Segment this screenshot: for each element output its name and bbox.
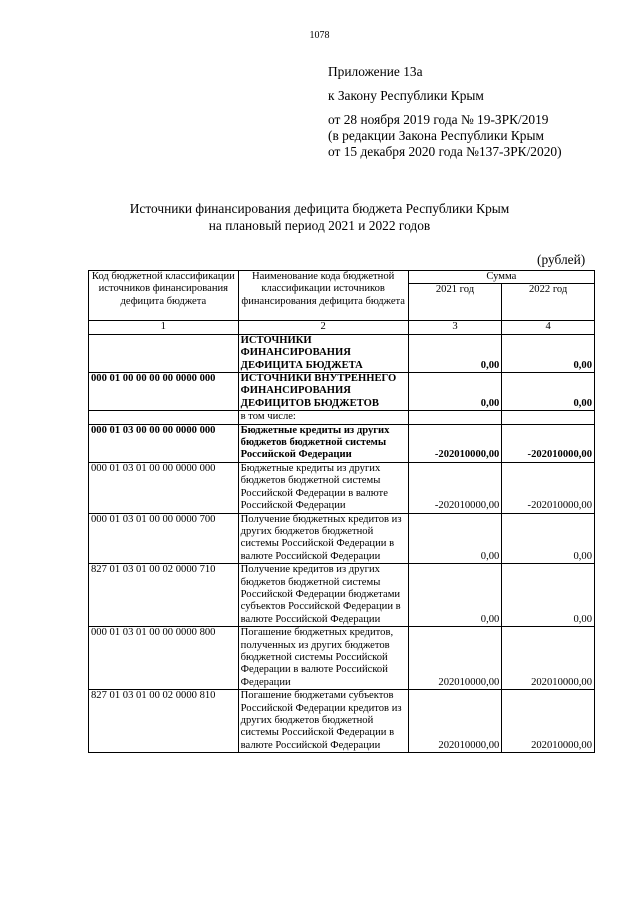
row-value-2021: [408, 411, 502, 424]
page-number: 1078: [309, 30, 330, 41]
table-row: [89, 411, 595, 424]
row-name: в том числе:: [238, 411, 408, 424]
row-value-2022: 202010000,00: [502, 690, 595, 753]
table-row: [89, 334, 595, 372]
row-value-2022: -202010000,00: [502, 424, 595, 462]
table-row: [89, 564, 595, 627]
table-row: [89, 513, 595, 564]
table-row: [89, 424, 595, 462]
row-code: 000 01 00 00 00 00 0000 000: [89, 373, 239, 411]
row-value-2021: 202010000,00: [408, 627, 502, 690]
table-row: [89, 462, 595, 513]
row-value-2021: -202010000,00: [408, 424, 502, 462]
row-name: Получение кредитов из других бюджетов бюджетной системы Российской Федерации бюджетами субъектов Российской Федерации в валюте Российской Федерации: [238, 564, 408, 627]
row-value-2021: -202010000,00: [408, 462, 502, 513]
row-value-2021: 0,00: [408, 513, 502, 564]
header-year-2022: 2022 год: [502, 284, 595, 321]
header-sum: Сумма: [408, 271, 594, 284]
row-name: Погашение бюджетных кредитов, полученных из других бюджетов бюджетной системы Российской Федерации в валюте Российской Федерации: [238, 627, 408, 690]
row-value-2022: 202010000,00: [502, 627, 595, 690]
row-code: 000 01 03 01 00 00 0000 000: [89, 462, 239, 513]
row-value-2022: -202010000,00: [502, 462, 595, 513]
row-name: Получение бюджетных кредитов из других бюджетов бюджетной системы Российской Федерации в валюте Российской Федерации: [238, 513, 408, 564]
row-value-2021: 0,00: [408, 564, 502, 627]
column-number: 4: [502, 321, 595, 334]
row-code: 000 01 03 01 00 00 0000 800: [89, 627, 239, 690]
row-value-2022: 0,00: [502, 373, 595, 411]
header-year-2021: 2021 год: [408, 284, 502, 321]
row-value-2021: 0,00: [408, 334, 502, 372]
document-title-line2: на плановый период 2021 и 2022 годов: [208, 218, 431, 233]
row-code: [89, 334, 239, 372]
row-name: ИСТОЧНИКИ ФИНАНСИРОВАНИЯ ДЕФИЦИТА БЮДЖЕТА: [238, 334, 408, 372]
header-code: Код бюджетной классификации источников финансирования дефицита бюджета: [89, 271, 239, 321]
header-name: Наименование кода бюджетной классификации источников финансирования дефицита бюджета: [238, 271, 408, 321]
row-code: 827 01 03 01 00 02 0000 810: [89, 690, 239, 753]
table-row: [89, 627, 595, 690]
table-header-row: [89, 271, 595, 284]
row-value-2021: 202010000,00: [408, 690, 502, 753]
row-name: Бюджетные кредиты из других бюджетов бюджетной системы Российской Федерации в валюте Российской Федерации: [238, 462, 408, 513]
table-row: [89, 373, 595, 411]
annex-title: Приложение 13а: [328, 64, 423, 79]
budget-sources-table: [88, 270, 595, 753]
annex-revision-date: от 15 декабря 2020 года №137-ЗРК/2020): [328, 144, 562, 159]
row-name: Бюджетные кредиты из других бюджетов бюджетной системы Российской Федерации: [238, 424, 408, 462]
column-number: 1: [89, 321, 239, 334]
table-row: [89, 690, 595, 753]
row-code: [89, 411, 239, 424]
document-title: [0, 200, 639, 234]
row-code: 000 01 03 00 00 00 0000 000: [89, 424, 239, 462]
column-number: 2: [238, 321, 408, 334]
annex-law: к Закону Республики Крым: [328, 88, 484, 103]
row-value-2022: [502, 411, 595, 424]
units-label: (рублей): [537, 252, 586, 267]
annex-law-date: от 28 ноября 2019 года № 19-ЗРК/2019: [328, 112, 549, 127]
row-value-2021: 0,00: [408, 373, 502, 411]
column-number: 3: [408, 321, 502, 334]
annex-revision: (в редакции Закона Республики Крым: [328, 128, 544, 143]
row-name: Погашение бюджетами субъектов Российской Федерации кредитов из других бюджетов бюджетной системы Российской Федерации в валюте Российской Федерации: [238, 690, 408, 753]
document-title-line1: Источники финансирования дефицита бюджета Республики Крым: [129, 201, 510, 216]
column-number-row: [89, 321, 595, 334]
row-code: 827 01 03 01 00 02 0000 710: [89, 564, 239, 627]
row-name: ИСТОЧНИКИ ВНУТРЕННЕГО ФИНАНСИРОВАНИЯ ДЕФИЦИТОВ БЮДЖЕТОВ: [238, 373, 408, 411]
row-value-2022: 0,00: [502, 334, 595, 372]
row-code: 000 01 03 01 00 00 0000 700: [89, 513, 239, 564]
row-value-2022: 0,00: [502, 564, 595, 627]
row-value-2022: 0,00: [502, 513, 595, 564]
